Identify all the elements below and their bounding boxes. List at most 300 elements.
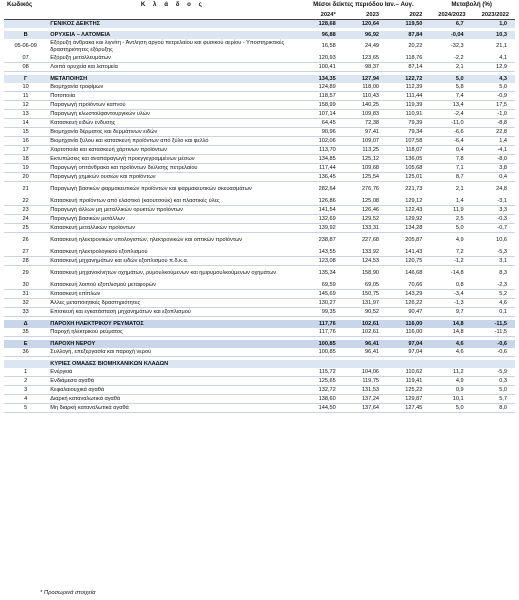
row-value-2024: 99,35	[298, 308, 341, 317]
row-value-2023: 110,43	[342, 92, 385, 101]
row-value-2024: 134,35	[298, 75, 341, 83]
row-value-2022: 107,58	[385, 137, 428, 146]
row-change-2023-2022: -5,9	[472, 368, 515, 377]
row-code: 3	[4, 386, 47, 395]
section-row	[4, 31, 515, 39]
table-row	[4, 328, 515, 337]
row-change-2023-2022: -2,3	[472, 281, 515, 290]
row-change-2023-2022: 10,3	[472, 31, 515, 39]
table-row	[4, 386, 515, 395]
row-change-2023-2022: -8,0	[472, 155, 515, 164]
row-value-2023: 102,61	[342, 328, 385, 337]
row-value-2022: 119,39	[385, 101, 428, 110]
row-value-2023: 24,49	[365, 43, 380, 49]
row-value-2022: 120,75	[385, 257, 428, 266]
row-change-2023-2022: -0,6	[472, 348, 515, 357]
table-row	[4, 128, 515, 137]
row-value-2024: 125,65	[298, 377, 341, 386]
row-value-2024: 282,64	[318, 186, 336, 192]
row-change-2023-2022: -0,3	[472, 215, 515, 224]
row-value-2024: 132,69	[298, 215, 341, 224]
row-code: 20	[4, 173, 47, 182]
row-change-2023-2022: 5,2	[472, 290, 515, 299]
row-value-2023: 127,94	[342, 75, 385, 83]
row-change-2024-2023: 0,4	[428, 146, 471, 155]
row-value-2023: 69,05	[342, 281, 385, 290]
row-value-2023: 96,92	[342, 31, 385, 39]
row-change-2024-2023: -3,4	[428, 290, 471, 299]
row-value-2024: 107,14	[298, 110, 341, 119]
table-row	[4, 83, 515, 92]
row-value-2024: 126,86	[298, 197, 341, 206]
table-row	[4, 63, 515, 72]
row-value-2023: 131,97	[342, 299, 385, 308]
row-sector-name: Εξόρυξη άνθρακα και λιγνίτη - Άντληση αργού πετρελαίου και φυσικού αερίου - Υποστηρικτικές δραστηριότητες εξόρυξης	[50, 39, 285, 53]
row-value-2023: 140,25	[342, 101, 385, 110]
row-value-2024: 117,76	[298, 320, 341, 328]
row-change-2023-2022: 8,0	[472, 404, 515, 413]
row-change-2024-2023: 2,1	[455, 186, 464, 192]
row-value-2024: 141,54	[298, 206, 341, 215]
row-code: 10	[4, 83, 47, 92]
row-sector-name: Λοιπά ορυχεία και λατομεία	[47, 63, 298, 72]
row-value-2022: 105,68	[385, 164, 428, 173]
row-sector-name: ΓΕΝΙΚΟΣ ΔΕΙΚΤΗΣ	[47, 20, 298, 29]
row-value-2022: 141,43	[385, 248, 428, 257]
table-row	[4, 281, 515, 290]
row-change-2024-2023: 4,6	[428, 348, 471, 357]
row-change-2024-2023	[428, 360, 471, 368]
section-row	[4, 75, 515, 83]
table-row	[4, 233, 515, 249]
row-value-2024: 130,27	[298, 299, 341, 308]
row-sector-name: Κατασκευή προϊόντων από ελαστικό (καουτσούκ) και πλαστικές ύλες	[47, 197, 298, 206]
row-value-2023: 133,92	[342, 248, 385, 257]
row-sector-name: ΟΡΥΧΕΙΑ – ΛΑΤΟΜΕΙΑ	[47, 31, 298, 39]
row-value-2024: 96,88	[298, 31, 341, 39]
industrial-production-index-table	[4, 0, 515, 413]
row-value-2024: 69,59	[298, 281, 341, 290]
row-sector-name: Κατασκευή ηλεκτρονικών υπολογιστών, ηλεκτρονικών και οπτικών προϊόντων	[50, 237, 243, 243]
row-sector-name: Παροχή ηλεκτρικού ρεύματος	[47, 328, 298, 337]
table-row	[4, 39, 515, 54]
row-value-2023: 96,41	[342, 348, 385, 357]
table-row	[4, 197, 515, 206]
table-row	[4, 215, 515, 224]
row-value-2024	[298, 360, 341, 368]
row-value-2024: 113,70	[298, 146, 341, 155]
row-change-2023-2022: -3,1	[472, 197, 515, 206]
row-change-2023-2022: 3,1	[472, 257, 515, 266]
row-value-2024: 135,34	[318, 270, 336, 276]
row-code: 21	[22, 186, 29, 192]
row-sector-name: Κεφαλαιουχικά αγαθά	[47, 386, 298, 395]
row-sector-name: Παραγωγή οπτάνθρακα και προϊόντων διύλισης πετρελαίου	[47, 164, 298, 173]
row-change-2023-2022: 22,8	[472, 128, 515, 137]
row-value-2023: 133,31	[342, 224, 385, 233]
row-change-2024-2023: 10,1	[428, 395, 471, 404]
row-sector-name: Συλλογή, επεξεργασία και παροχή νερού	[47, 348, 298, 357]
row-value-2022: 136,05	[385, 155, 428, 164]
code-column-header: Κωδικός	[7, 1, 33, 8]
row-code: B	[4, 31, 47, 39]
row-value-2023: 113,25	[342, 146, 385, 155]
row-value-2024: 100,85	[298, 340, 341, 348]
row-change-2023-2022: 1,4	[472, 137, 515, 146]
row-code	[4, 360, 47, 368]
row-code: 12	[4, 101, 47, 110]
table-row	[4, 206, 515, 215]
row-value-2024: 158,99	[298, 101, 341, 110]
header-spacer	[4, 10, 47, 20]
row-sector-name: Ποτοποιία	[47, 92, 298, 101]
year-2023-header: 2023	[342, 10, 385, 20]
table-row	[4, 257, 515, 266]
row-value-2023: 125,08	[342, 197, 385, 206]
row-value-2022: 116,00	[385, 320, 428, 328]
row-change-2024-2023: -14,8	[450, 270, 464, 276]
row-code: 30	[4, 281, 47, 290]
row-change-2024-2023: 2,5	[428, 215, 471, 224]
row-change-2024-2023: 7,2	[428, 248, 471, 257]
table-row	[4, 395, 515, 404]
row-change-2024-2023: 11,2	[428, 368, 471, 377]
row-value-2024: 102,06	[298, 137, 341, 146]
row-code: 16	[4, 137, 47, 146]
row-code: 19	[4, 164, 47, 173]
row-change-2023-2022: -0,7	[472, 224, 515, 233]
row-value-2024: 16,58	[321, 43, 336, 49]
row-value-2023: 72,38	[342, 119, 385, 128]
row-value-2022: 116,00	[385, 328, 428, 337]
row-code	[4, 20, 47, 29]
row-sector-name: Παραγωγή βασικών μετάλλων	[47, 215, 298, 224]
row-code: 07	[4, 54, 47, 63]
row-value-2023: 119,75	[342, 377, 385, 386]
row-change-2024-2023: 8,7	[428, 173, 471, 182]
row-sector-name: Κατασκευή επίπλων	[47, 290, 298, 299]
row-value-2022: 112,39	[385, 83, 428, 92]
row-change-2023-2022: 24,8	[496, 186, 507, 192]
row-value-2024: 145,69	[298, 290, 341, 299]
row-value-2022: 79,34	[385, 128, 428, 137]
row-change-2023-2022: 8,3	[499, 270, 507, 276]
table-row	[4, 248, 515, 257]
row-sector-name: Μη διαρκή καταναλωτικά αγαθά	[47, 404, 298, 413]
row-value-2023	[342, 360, 385, 368]
row-code: 22	[4, 197, 47, 206]
row-value-2022: 122,72	[385, 75, 428, 83]
table-row	[4, 54, 515, 63]
row-change-2024-2023: -32,3	[450, 43, 464, 49]
row-value-2023: 109,07	[342, 137, 385, 146]
row-change-2024-2023: 0,8	[428, 281, 471, 290]
row-value-2023: 102,61	[342, 320, 385, 328]
row-sector-name: Εκτυπώσεις και αναπαραγωγή προεγγεγραμμένων μέσων	[47, 155, 298, 164]
row-change-2024-2023: -2,4	[428, 110, 471, 119]
row-change-2024-2023: -6,6	[428, 128, 471, 137]
row-value-2024: 144,50	[298, 404, 341, 413]
row-sector-name: Διαρκή καταναλωτικά αγαθά	[47, 395, 298, 404]
row-value-2022	[385, 360, 428, 368]
row-value-2023: 104,06	[342, 368, 385, 377]
row-sector-name: ΠΑΡΟΧΗ ΗΛΕΚΤΡΙΚΟΥ ΡΕΥΜΑΤΟΣ	[47, 320, 298, 328]
row-change-2023-2022	[472, 360, 515, 368]
row-sector-name: Ενδιάμεσα αγαθά	[47, 377, 298, 386]
row-change-2024-2023: 14,8	[428, 320, 471, 328]
row-value-2024: 136,45	[298, 173, 341, 182]
row-change-2023-2022: -8,8	[472, 119, 515, 128]
row-change-2024-2023: 7,8	[428, 155, 471, 164]
row-change-2023-2022: -0,6	[472, 340, 515, 348]
change-2023-2022-header: 2023/2022	[472, 10, 515, 20]
row-code: 28	[4, 257, 47, 266]
row-value-2022: 125,22	[385, 386, 428, 395]
row-value-2024: 128,68	[298, 20, 341, 29]
row-code: 13	[4, 110, 47, 119]
row-value-2024: 100,85	[298, 348, 341, 357]
row-value-2023: 137,64	[342, 404, 385, 413]
row-code: 26	[22, 237, 29, 243]
row-change-2023-2022: 4,1	[472, 54, 515, 63]
row-change-2023-2022: 3,3	[472, 206, 515, 215]
table-row	[4, 92, 515, 101]
row-sector-name: Παραγωγή κλωστοϋφαντουργικών υλών	[47, 110, 298, 119]
section-row	[4, 360, 515, 368]
row-value-2024: 100,41	[298, 63, 341, 72]
row-value-2022: 127,45	[385, 404, 428, 413]
row-change-2024-2023: 13,4	[428, 101, 471, 110]
row-value-2023: 131,53	[342, 386, 385, 395]
row-value-2022: 97,04	[385, 340, 428, 348]
row-value-2023: 129,52	[342, 215, 385, 224]
footnote: * Προσωρινά στοιχεία	[40, 590, 96, 596]
row-value-2022: 111,44	[385, 92, 428, 101]
row-change-2024-2023: 4,6	[428, 340, 471, 348]
row-value-2024: 64,45	[298, 119, 341, 128]
row-code: 17	[4, 146, 47, 155]
row-value-2022: 90,47	[385, 308, 428, 317]
row-change-2023-2022: 0,3	[472, 377, 515, 386]
row-code: 18	[4, 155, 47, 164]
row-value-2024: 139,92	[298, 224, 341, 233]
table-row	[4, 110, 515, 119]
table-row	[4, 299, 515, 308]
row-value-2022: 20,22	[408, 43, 423, 49]
row-value-2022: 126,22	[385, 299, 428, 308]
row-change-2024-2023: 2,1	[428, 63, 471, 72]
row-change-2023-2022: 3,8	[472, 164, 515, 173]
table-row	[4, 308, 515, 317]
row-value-2023: 158,90	[361, 270, 380, 276]
row-value-2024: 138,60	[298, 395, 341, 404]
row-code: 23	[4, 206, 47, 215]
table-row	[4, 155, 515, 164]
row-change-2024-2023: -1,2	[428, 257, 471, 266]
row-value-2023: 97,41	[342, 128, 385, 137]
row-value-2023: 137,24	[342, 395, 385, 404]
row-sector-name: Κατασκευή ειδών ένδυσης	[47, 119, 298, 128]
row-code: 5	[4, 404, 47, 413]
row-value-2023: 120,64	[342, 20, 385, 29]
row-value-2023: 125,12	[342, 155, 385, 164]
row-value-2022: 205,87	[405, 237, 423, 243]
row-change-2024-2023: 1,4	[428, 197, 471, 206]
row-value-2022: 125,01	[385, 173, 428, 182]
row-change-2023-2022: -11,5	[472, 320, 515, 328]
row-change-2024-2023: 5,0	[428, 224, 471, 233]
header-spacer	[47, 10, 298, 20]
row-change-2024-2023: 7,4	[428, 92, 471, 101]
table-body	[4, 20, 515, 413]
row-value-2022: 118,07	[385, 146, 428, 155]
row-sector-name: Κατασκευή μηχανημάτων και ειδών εξοπλισμού π.δ.κ.α.	[47, 257, 298, 266]
row-value-2022: 87,84	[385, 31, 428, 39]
table-row	[4, 377, 515, 386]
row-code: 1	[4, 368, 47, 377]
row-change-2024-2023: 14,8	[428, 328, 471, 337]
row-change-2024-2023: -0,04	[428, 31, 471, 39]
row-value-2023: 96,41	[342, 340, 385, 348]
row-value-2024: 118,57	[298, 92, 341, 101]
row-sector-name: Παραγωγή άλλων μη μεταλλικών ορυκτών προϊόντων	[47, 206, 298, 215]
row-change-2024-2023: 7,1	[428, 164, 471, 173]
row-value-2022: 122,43	[385, 206, 428, 215]
row-change-2024-2023: 9,7	[428, 308, 471, 317]
row-value-2024: 115,72	[298, 368, 341, 377]
row-code: 25	[4, 224, 47, 233]
year-2022-header: 2022	[385, 10, 428, 20]
row-sector-name: Ενέργεια	[47, 368, 298, 377]
row-code: Γ	[4, 75, 47, 83]
row-value-2024: 117,76	[298, 328, 341, 337]
row-change-2024-2023: 4,9	[455, 237, 464, 243]
row-value-2022: 119,50	[385, 20, 428, 29]
row-code: 2	[4, 377, 47, 386]
row-value-2022: 110,62	[385, 368, 428, 377]
row-sector-name: Κατασκευή λοιπού εξοπλισμού μεταφορών	[47, 281, 298, 290]
row-change-2023-2022: 4,6	[472, 299, 515, 308]
row-change-2024-2023: -6,4	[428, 137, 471, 146]
row-sector-name: Βιομηχανία τροφίμων	[47, 83, 298, 92]
row-change-2024-2023: -2,2	[428, 54, 471, 63]
row-sector-name: ΠΑΡΟΧΗ ΝΕΡΟΥ	[47, 340, 298, 348]
table-row	[4, 146, 515, 155]
table-row	[4, 404, 515, 413]
row-code: 15	[4, 128, 47, 137]
row-code: 27	[4, 248, 47, 257]
section-row	[4, 20, 515, 29]
row-sector-name: Βιομηχανία ξύλου και κατασκευή προϊόντων από ξύλο και φελλό	[47, 137, 298, 146]
row-code: 14	[4, 119, 47, 128]
row-change-2023-2022: 0,1	[472, 308, 515, 317]
row-value-2022: 110,91	[385, 110, 428, 119]
row-value-2024: 134,85	[298, 155, 341, 164]
row-value-2022: 129,92	[385, 215, 428, 224]
row-change-2024-2023: -1,3	[428, 299, 471, 308]
table-row	[4, 224, 515, 233]
row-change-2024-2023: -11,0	[428, 119, 471, 128]
row-value-2023: 90,52	[342, 308, 385, 317]
row-sector-name: ΜΕΤΑΠΟΙΗΣΗ	[47, 75, 298, 83]
row-value-2024: 90,96	[298, 128, 341, 137]
row-change-2023-2022: 0,4	[472, 173, 515, 182]
row-sector-name: Κατασκευή μηχανοκίνητων οχημάτων, ρυμουλκούμενων και ημιρυμουλκούμενων οχημάτων	[50, 270, 277, 276]
row-code: 29	[22, 270, 29, 276]
sector-column-header: Κ λ ά δ ο ς	[140, 1, 205, 8]
row-value-2022: 129,87	[385, 395, 428, 404]
row-code: 33	[4, 308, 47, 317]
row-value-2023: 125,54	[342, 173, 385, 182]
row-value-2023: 124,53	[342, 257, 385, 266]
row-value-2022: 97,04	[385, 348, 428, 357]
row-change-2023-2022: 5,7	[472, 395, 515, 404]
change-group-header: Μεταβολή (%)	[451, 1, 492, 8]
row-value-2023: 123,65	[342, 54, 385, 63]
row-code: 31	[4, 290, 47, 299]
row-value-2023: 227,68	[361, 237, 380, 243]
year-2024-header: 2024*	[298, 10, 341, 20]
section-row	[4, 320, 515, 328]
table-row	[4, 368, 515, 377]
row-change-2023-2022: 5,0	[472, 83, 515, 92]
row-value-2022: 87,14	[385, 63, 428, 72]
row-value-2024: 238,87	[318, 237, 336, 243]
row-value-2024: 123,08	[298, 257, 341, 266]
row-code: 4	[4, 395, 47, 404]
row-code: 36	[4, 348, 47, 357]
row-change-2024-2023: 5,0	[428, 75, 471, 83]
row-code: 32	[4, 299, 47, 308]
row-value-2024: 117,44	[298, 164, 341, 173]
row-change-2023-2022: 12,9	[472, 63, 515, 72]
change-2024-2023-header: 2024/2023	[428, 10, 471, 20]
table-row	[4, 173, 515, 182]
row-value-2023: 109,68	[342, 164, 385, 173]
row-value-2023: 150,75	[342, 290, 385, 299]
row-sector-name: Κατασκευή ηλεκτρολογικού εξοπλισμού	[47, 248, 298, 257]
row-change-2024-2023: 4,9	[428, 377, 471, 386]
row-value-2024: 124,89	[298, 83, 341, 92]
row-change-2023-2022: 1,0	[472, 20, 515, 29]
row-sector-name: Κατασκευή μεταλλικών προϊόντων	[47, 224, 298, 233]
row-sector-name: Εξόρυξη μεταλλευμάτων	[47, 54, 298, 63]
row-change-2023-2022: 10,6	[496, 237, 507, 243]
row-value-2022: 70,66	[385, 281, 428, 290]
row-change-2023-2022: 17,5	[472, 101, 515, 110]
row-sector-name: Παραγωγή βασικών φαρμακευτικών προϊόντων και φαρμακευτικών σκευασμάτων	[50, 186, 252, 192]
table-row	[4, 348, 515, 357]
row-change-2024-2023: 0,9	[428, 386, 471, 395]
row-value-2022: 118,76	[385, 54, 428, 63]
row-code: 24	[4, 215, 47, 224]
row-change-2023-2022: -0,9	[472, 92, 515, 101]
row-change-2024-2023: 6,7	[428, 20, 471, 29]
row-value-2022: 146,68	[405, 270, 423, 276]
row-change-2023-2022: 4,3	[472, 75, 515, 83]
row-sector-name: Παραγωγή προϊόντων καπνού	[47, 101, 298, 110]
row-value-2024: 143,55	[298, 248, 341, 257]
row-code: 05-06-09	[14, 43, 37, 49]
row-value-2023: 276,76	[361, 186, 380, 192]
section-row	[4, 340, 515, 348]
document-page	[4, 0, 515, 413]
row-value-2023: 126,46	[342, 206, 385, 215]
row-value-2022: 119,41	[385, 377, 428, 386]
table-row	[4, 290, 515, 299]
average-index-group-header: Μέσοι δείκτες περιόδου Ιαν.– Αυγ.	[313, 1, 414, 8]
row-code: Δ	[4, 320, 47, 328]
